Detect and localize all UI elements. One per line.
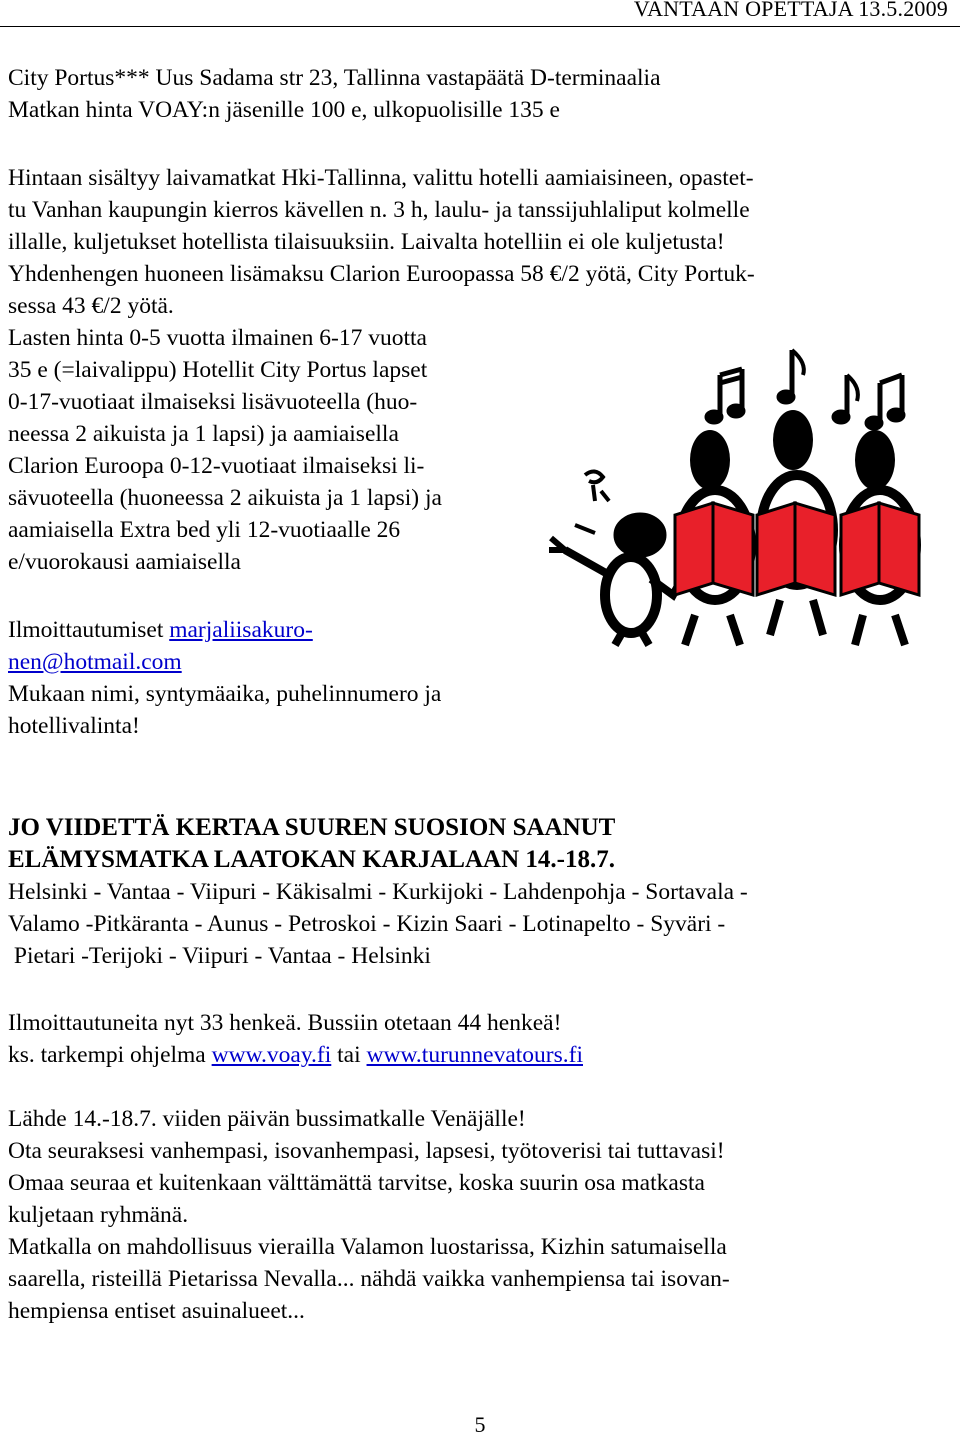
included-line: Hintaan sisältyy laivamatkat Hki-Tallinna, valittu hotelli aamiaisineen, opastet- (8, 165, 754, 191)
more-info-line (8, 1040, 583, 1070)
closing-line: Lähde 14.-18.7. viiden päivän bussimatkalle Venäjälle! (8, 1106, 526, 1132)
header-title: VANTAAN OPETTAJA 13.5.2009 (633, 0, 948, 21)
children-line: Clarion Euroopa 0-12-vuotiaat ilmaiseksi li- (8, 453, 425, 479)
more-info-prefix: ks. tarkempi ohjelma (8, 1042, 212, 1068)
choir-singer-figure (757, 410, 835, 635)
closing-line: Matkalla on mahdollisuus vierailla Valamon luostarissa, Kizhin satumaisella (8, 1234, 727, 1260)
red-songbook-icon (757, 503, 835, 595)
children-line: e/vuorokausi aamiaisella (8, 549, 241, 575)
route-line: Pietari -Terijoki - Viipuri - Vantaa - Helsinki (8, 943, 431, 969)
small-singer-figure (549, 513, 685, 645)
closing-line: saarella, risteillä Pietarissa Nevalla... nähdä vaikka vanhempiensa tai isovan- (8, 1266, 730, 1292)
trip-heading: ELÄMYSMATKA LAATOKAN KARJALAAN 14.-18.7. (8, 846, 615, 873)
registration-info: hotellivalinta! (8, 713, 140, 739)
red-songbook-icon (841, 503, 919, 595)
choir-singer-figure (841, 430, 919, 645)
children-line: 35 e (=laivalippu) Hotellit City Portus lapset (8, 357, 428, 383)
email-link[interactable]: marjaliisakuro- (169, 617, 313, 643)
trip-heading: JO VIIDETTÄ KERTAA SUUREN SUOSION SAANUT (8, 814, 616, 841)
included-line: sessa 43 €/2 yötä. (8, 293, 174, 319)
hotel-line: City Portus*** Uus Sadama str 23, Tallinna vastapäätä D-terminaalia (8, 65, 661, 91)
included-line: Yhdenhengen huoneen lisämaksu Clarion Euroopassa 58 €/2 yötä, City Portuk- (8, 261, 755, 287)
page-number: 5 (474, 1412, 486, 1437)
registered-count: Ilmoittautuneita nyt 33 henkeä. Bussiin otetaan 44 henkeä! (8, 1010, 562, 1036)
price-line: Matkan hinta VOAY:n jäsenille 100 e, ulkopuolisille 135 e (8, 97, 560, 123)
route-line: Valamo -Pitkäranta - Aunus - Petroskoi - Kizin Saari - Lotinapelto - Syväri - (8, 911, 726, 937)
included-line: tu Vanhan kaupungin kierros kävellen n. 3 h, laulu- ja tanssijuhlaliput kolmelle (8, 197, 750, 223)
more-info-middle: tai (331, 1042, 367, 1068)
children-line: aamiaisella Extra bed yli 12-vuotiaalle 26 (8, 517, 401, 543)
route-line: Helsinki - Vantaa - Viipuri - Käkisalmi - Kurkijoki - Lahdenpohja - Sortavala - (8, 879, 748, 905)
singing-choir-clipart (545, 345, 950, 650)
children-line: Lasten hinta 0-5 vuotta ilmainen 6-17 vuotta (8, 325, 427, 351)
children-line: 0-17-vuotiaat ilmaiseksi lisävuoteella (huo- (8, 389, 418, 415)
red-songbook-icon (675, 503, 753, 595)
closing-line: Ota seuraksesi vanhempasi, isovanhempasi, lapsesi, työtoverisi tai tuttavasi! (8, 1138, 725, 1164)
email-link-continued[interactable]: nen@hotmail.com (8, 649, 182, 675)
included-line: illalle, kuljetukset hotellista tilaisuuksiin. Laivalta hotelliin ei ole kuljetusta! (8, 229, 725, 255)
registration-line (8, 615, 313, 645)
turunnevatours-link[interactable]: www.turunnevatours.fi (366, 1042, 583, 1068)
closing-line: hempiensa entiset asuinalueet... (8, 1298, 305, 1324)
registration-label: Ilmoittautumiset (8, 617, 170, 643)
children-line: sävuoteella (huoneessa 2 aikuista ja 1 lapsi) ja (8, 485, 442, 511)
page-header (0, 0, 960, 27)
voay-link[interactable]: www.voay.fi (211, 1042, 332, 1068)
children-line: neessa 2 aikuista ja 1 lapsi) ja aamiaisella (8, 421, 399, 447)
closing-line: kuljetaan ryhmänä. (8, 1202, 189, 1228)
registration-email-line (8, 647, 182, 677)
closing-line: Omaa seuraa et kuitenkaan välttämättä tarvitse, koska suurin osa matkasta (8, 1170, 705, 1196)
registration-info: Mukaan nimi, syntymäaika, puhelinnumero ja (8, 681, 442, 707)
choir-singer-figure (675, 430, 753, 645)
